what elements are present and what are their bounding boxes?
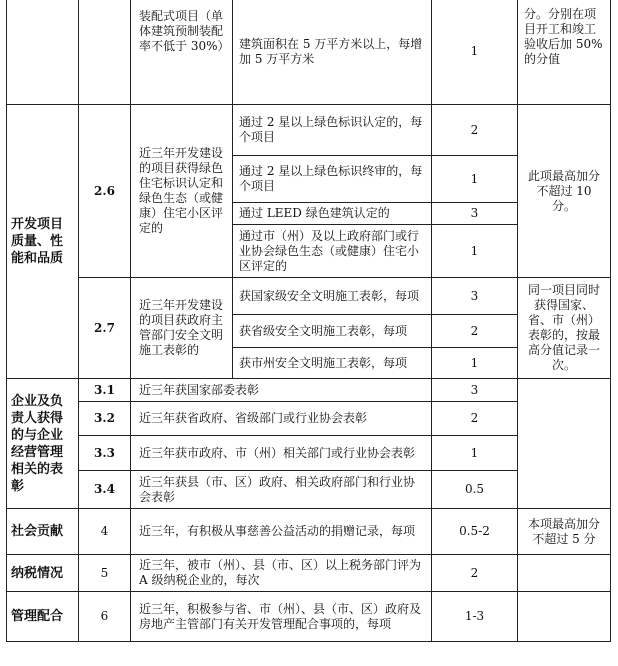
sub-criterion: 建筑面积在 5 万平方米以上，每增加 5 万平方米 — [233, 0, 432, 105]
item-number: 6 — [79, 592, 131, 642]
item-number: 3.2 — [79, 402, 131, 436]
score-value: 2 — [432, 105, 518, 156]
item-description: 近三年，有积极从事慈善公益活动的捐赠记录，每项 — [131, 509, 432, 555]
score-value: 1 — [432, 436, 518, 471]
score-value: 1 — [432, 225, 518, 278]
category-label-quality: 开发项目质量、性能和品质 — [7, 105, 79, 379]
category-label-honors: 企业及负责人获得的与企业经营管理相关的表彰 — [7, 379, 79, 509]
sub-criterion: 通过市（州）及以上政府部门或行业协会绿色生态（或健康）住宅小区评定的 — [233, 225, 432, 278]
score-value: 2 — [432, 555, 518, 592]
item-description: 近三年，积极参与省、市（州）、县（市、区）政府及房地产主管部门有关开发管理配合事项的，每项 — [131, 592, 432, 642]
category-label-management: 管理配合 — [7, 592, 79, 642]
item-number: 3.1 — [79, 379, 131, 402]
item-description: 近三年获国家部委表彰 — [131, 379, 432, 402]
remark-note: 本项最高加分不超过 5 分 — [518, 509, 611, 555]
item-number: 3.3 — [79, 436, 131, 471]
remark-note: 同一项目同时获得国家、省、市（州）表彰的，按最高分值记录一次。 — [518, 278, 611, 379]
sub-criterion: 通过 2 星以上绿色标识终审的，每个项目 — [233, 156, 432, 203]
item-number: 3.4 — [79, 471, 131, 509]
remark-note: 分。分别在项目开工和竣工验收后加 50%的分值 — [518, 0, 611, 105]
score-value: 0.5 — [432, 471, 518, 509]
category-label-tax: 纳税情况 — [7, 555, 79, 592]
score-value: 3 — [432, 203, 518, 225]
sub-criterion: 获省级安全文明施工表彰，每项 — [233, 315, 432, 348]
sub-criterion: 通过 LEED 绿色建筑认定的 — [233, 203, 432, 225]
sub-criterion: 获国家级安全文明施工表彰，每项 — [233, 278, 432, 315]
score-value: 2 — [432, 402, 518, 436]
score-value: 3 — [432, 379, 518, 402]
sub-criterion: 通过 2 星以上绿色标识认定的，每个项目 — [233, 105, 432, 156]
item-description: 近三年开发建设的项目获得绿色住宅标识认定和绿色生态（或健康）住宅小区评定的 — [131, 105, 233, 278]
scoring-table — [6, 0, 611, 642]
score-value: 1 — [432, 348, 518, 379]
remark-empty — [518, 379, 611, 509]
item-number-cell-empty — [79, 0, 131, 105]
remark-note: 此项最高加分不超过 10 分。 — [518, 105, 611, 278]
item-description: 装配式项目（单体建筑预制装配率不低于 30%） — [131, 0, 233, 105]
category-label-social: 社会贡献 — [7, 509, 79, 555]
item-description: 近三年获县（市、区）政府、相关政府部门和行业协会表彰 — [131, 471, 432, 509]
category-cell-empty — [7, 0, 79, 105]
item-number: 2.6 — [79, 105, 131, 278]
item-description: 近三年开发建设的项目获政府主管部门安全文明施工表彰的 — [131, 278, 233, 379]
item-description: 近三年获市政府、市（州）相关部门或行业协会表彰 — [131, 436, 432, 471]
item-number: 4 — [79, 509, 131, 555]
item-number: 5 — [79, 555, 131, 592]
score-value: 1 — [432, 0, 518, 105]
score-value: 3 — [432, 278, 518, 315]
item-description: 近三年，被市（州）、县（市、区）以上税务部门评为 A 级纳税企业的，每次 — [131, 555, 432, 592]
item-description: 近三年获省政府、省级部门或行业协会表彰 — [131, 402, 432, 436]
remark-empty — [518, 555, 611, 592]
score-value: 0.5-2 — [432, 509, 518, 555]
remark-empty — [518, 592, 611, 642]
item-number: 2.7 — [79, 278, 131, 379]
score-value: 1-3 — [432, 592, 518, 642]
score-value: 2 — [432, 315, 518, 348]
sub-criterion: 获市州安全文明施工表彰，每项 — [233, 348, 432, 379]
score-value: 1 — [432, 156, 518, 203]
